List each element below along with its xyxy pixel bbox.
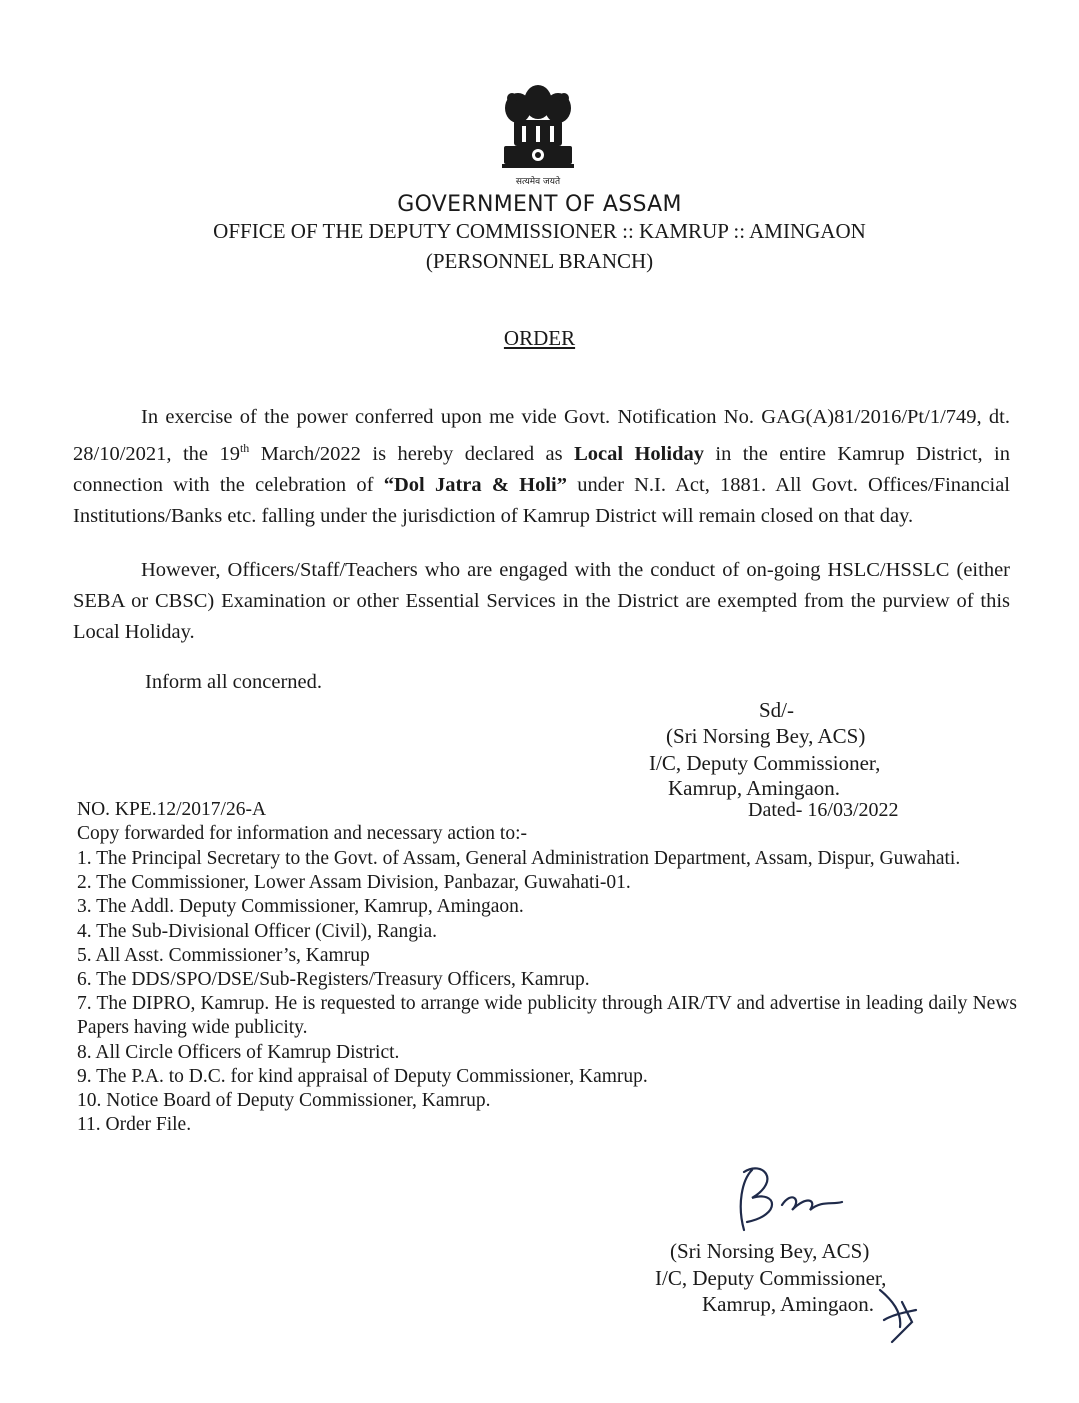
reference-number: NO. KPE.12/2017/26-A bbox=[77, 799, 267, 820]
list-item: 2. The Commissioner, Lower Assam Division, Panbazar, Guwahati-01. bbox=[77, 872, 631, 894]
signatory-designation: I/C, Deputy Commissioner, bbox=[649, 751, 881, 775]
office-title: OFFICE OF THE DEPUTY COMMISSIONER :: KAMRUP :: AMINGAON bbox=[213, 219, 866, 243]
list-item: 4. The Sub-Divisional Officer (Civil), Rangia. bbox=[77, 920, 437, 942]
signed-mark: Sd/- bbox=[759, 698, 795, 722]
order-paragraph-1: In exercise of the power conferred upon me vide Govt. Notification No. GAG(A)81/2016/Pt/1/749, dt. 28/10/2021, the 19th March/2022 is hereby declared as Local Holiday in the entire Kamrup District, in connection with the celebration of “Dol Jatra & Holi” under N.I. Act, 1881. All Govt. Offices/Financial Institutions/Banks etc. falling under the jurisdiction of Kamrup District will remain closed on that day. bbox=[73, 406, 1011, 527]
list-item: 1. The Principal Secretary to the Govt. of Assam, General Administration Department, Assam, Dispur, Guwahati. bbox=[77, 848, 961, 869]
signatory-place: Kamrup, Amingaon. bbox=[668, 776, 841, 800]
list-item: 9. The P.A. to D.C. for kind appraisal of Deputy Commissioner, Kamrup. bbox=[77, 1065, 648, 1087]
list-item: 11. Order File. bbox=[77, 1114, 192, 1136]
order-date: Dated- 16/03/2022 bbox=[748, 799, 899, 821]
list-item: 8. All Circle Officers of Kamrup District. bbox=[77, 1041, 400, 1063]
state-emblem-icon bbox=[488, 80, 588, 192]
branch-title: (PERSONNEL BRANCH) bbox=[425, 249, 654, 273]
list-item: 10. Notice Board of Deputy Commissioner, Kamrup. bbox=[77, 1090, 491, 1112]
initial-mark-icon bbox=[872, 1282, 922, 1344]
order-paragraph-2: However, Officers/Staff/Teachers who are engaged with the conduct of on-going HSLC/HSSLC (either SEBA or CBSC) Examination or other Essential Services in the District are exempted from the purview of this Local Holiday. bbox=[73, 559, 1010, 643]
list-item: 3. The Addl. Deputy Commissioner, Kamrup, Amingaon. bbox=[77, 896, 524, 918]
recipient-list bbox=[77, 847, 1017, 1137]
copy-forwarded-intro: Copy forwarded for information and necessary action to:- bbox=[77, 823, 527, 844]
government-title: GOVERNMENT OF ASSAM bbox=[397, 192, 682, 217]
list-item: 6. The DDS/SPO/DSE/Sub-Registers/Treasury Officers, Kamrup. bbox=[77, 969, 590, 991]
local-holiday-text: Local Holiday bbox=[574, 442, 704, 465]
list-item: 5. All Asst. Commissioner’s, Kamrup bbox=[77, 944, 370, 966]
festival-name: “Dol Jatra & Holi” bbox=[383, 473, 567, 496]
signatory-designation-final: I/C, Deputy Commissioner, bbox=[655, 1266, 887, 1290]
inform-line: Inform all concerned. bbox=[145, 671, 323, 693]
signatory-place-final: Kamrup, Amingaon. bbox=[702, 1292, 875, 1316]
signatory-name: (Sri Norsing Bey, ACS) bbox=[666, 724, 866, 748]
list-item: 7. The DIPRO, Kamrup. He is requested to arrange wide publicity through AIR/TV and advertise in leading daily News Papers having wide publicity. bbox=[77, 993, 1017, 1039]
order-heading: ORDER bbox=[503, 326, 576, 350]
emblem-motto: सत्यमेव जयते bbox=[515, 177, 561, 187]
signatory-name-final: (Sri Norsing Bey, ACS) bbox=[670, 1239, 870, 1263]
handwritten-signature-icon bbox=[722, 1160, 852, 1240]
